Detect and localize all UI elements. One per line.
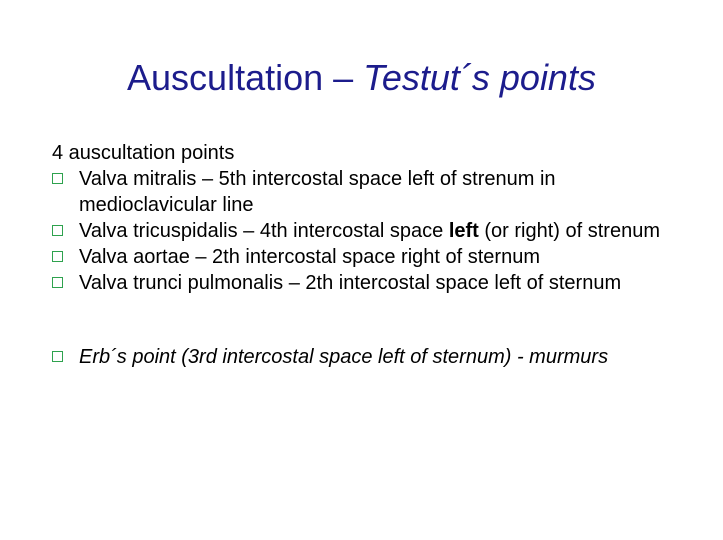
slide-body bbox=[52, 140, 672, 370]
list-item-text: Erb´s point (3rd intercostal space left of sternum) - murmurs bbox=[79, 346, 609, 368]
list-item-tricuspid bbox=[52, 218, 672, 244]
hollow-square-icon bbox=[52, 173, 63, 184]
title-italic: Testut´s points bbox=[363, 57, 596, 98]
list-item-text: Valva mitralis – 5th intercostal space left of strenum in medioclavicular line bbox=[79, 168, 556, 216]
hollow-square-icon bbox=[52, 351, 63, 362]
list-item-text-bold: left bbox=[448, 220, 479, 242]
list-item-text: Valva trunci pulmonalis – 2th intercostal space left of sternum bbox=[79, 272, 622, 294]
slide-title bbox=[0, 56, 723, 100]
list-item-mitral bbox=[52, 166, 672, 218]
list-item-aortic bbox=[52, 244, 672, 270]
hollow-square-icon bbox=[52, 251, 63, 262]
list-item-pulmonary bbox=[52, 270, 672, 296]
list-item-erb-point bbox=[52, 344, 672, 370]
list-item-text: Valva aortae – 2th intercostal space right of sternum bbox=[79, 246, 540, 268]
title-main: Auscultation – bbox=[127, 57, 364, 98]
hollow-square-icon bbox=[52, 225, 63, 236]
list-item-text-post: (or right) of strenum bbox=[478, 220, 660, 242]
spacer bbox=[52, 296, 672, 344]
intro-text: 4 auscultation points bbox=[52, 142, 235, 164]
hollow-square-icon bbox=[52, 277, 63, 288]
list-item-text-pre: Valva tricuspidalis – 4th intercostal space bbox=[79, 220, 449, 242]
